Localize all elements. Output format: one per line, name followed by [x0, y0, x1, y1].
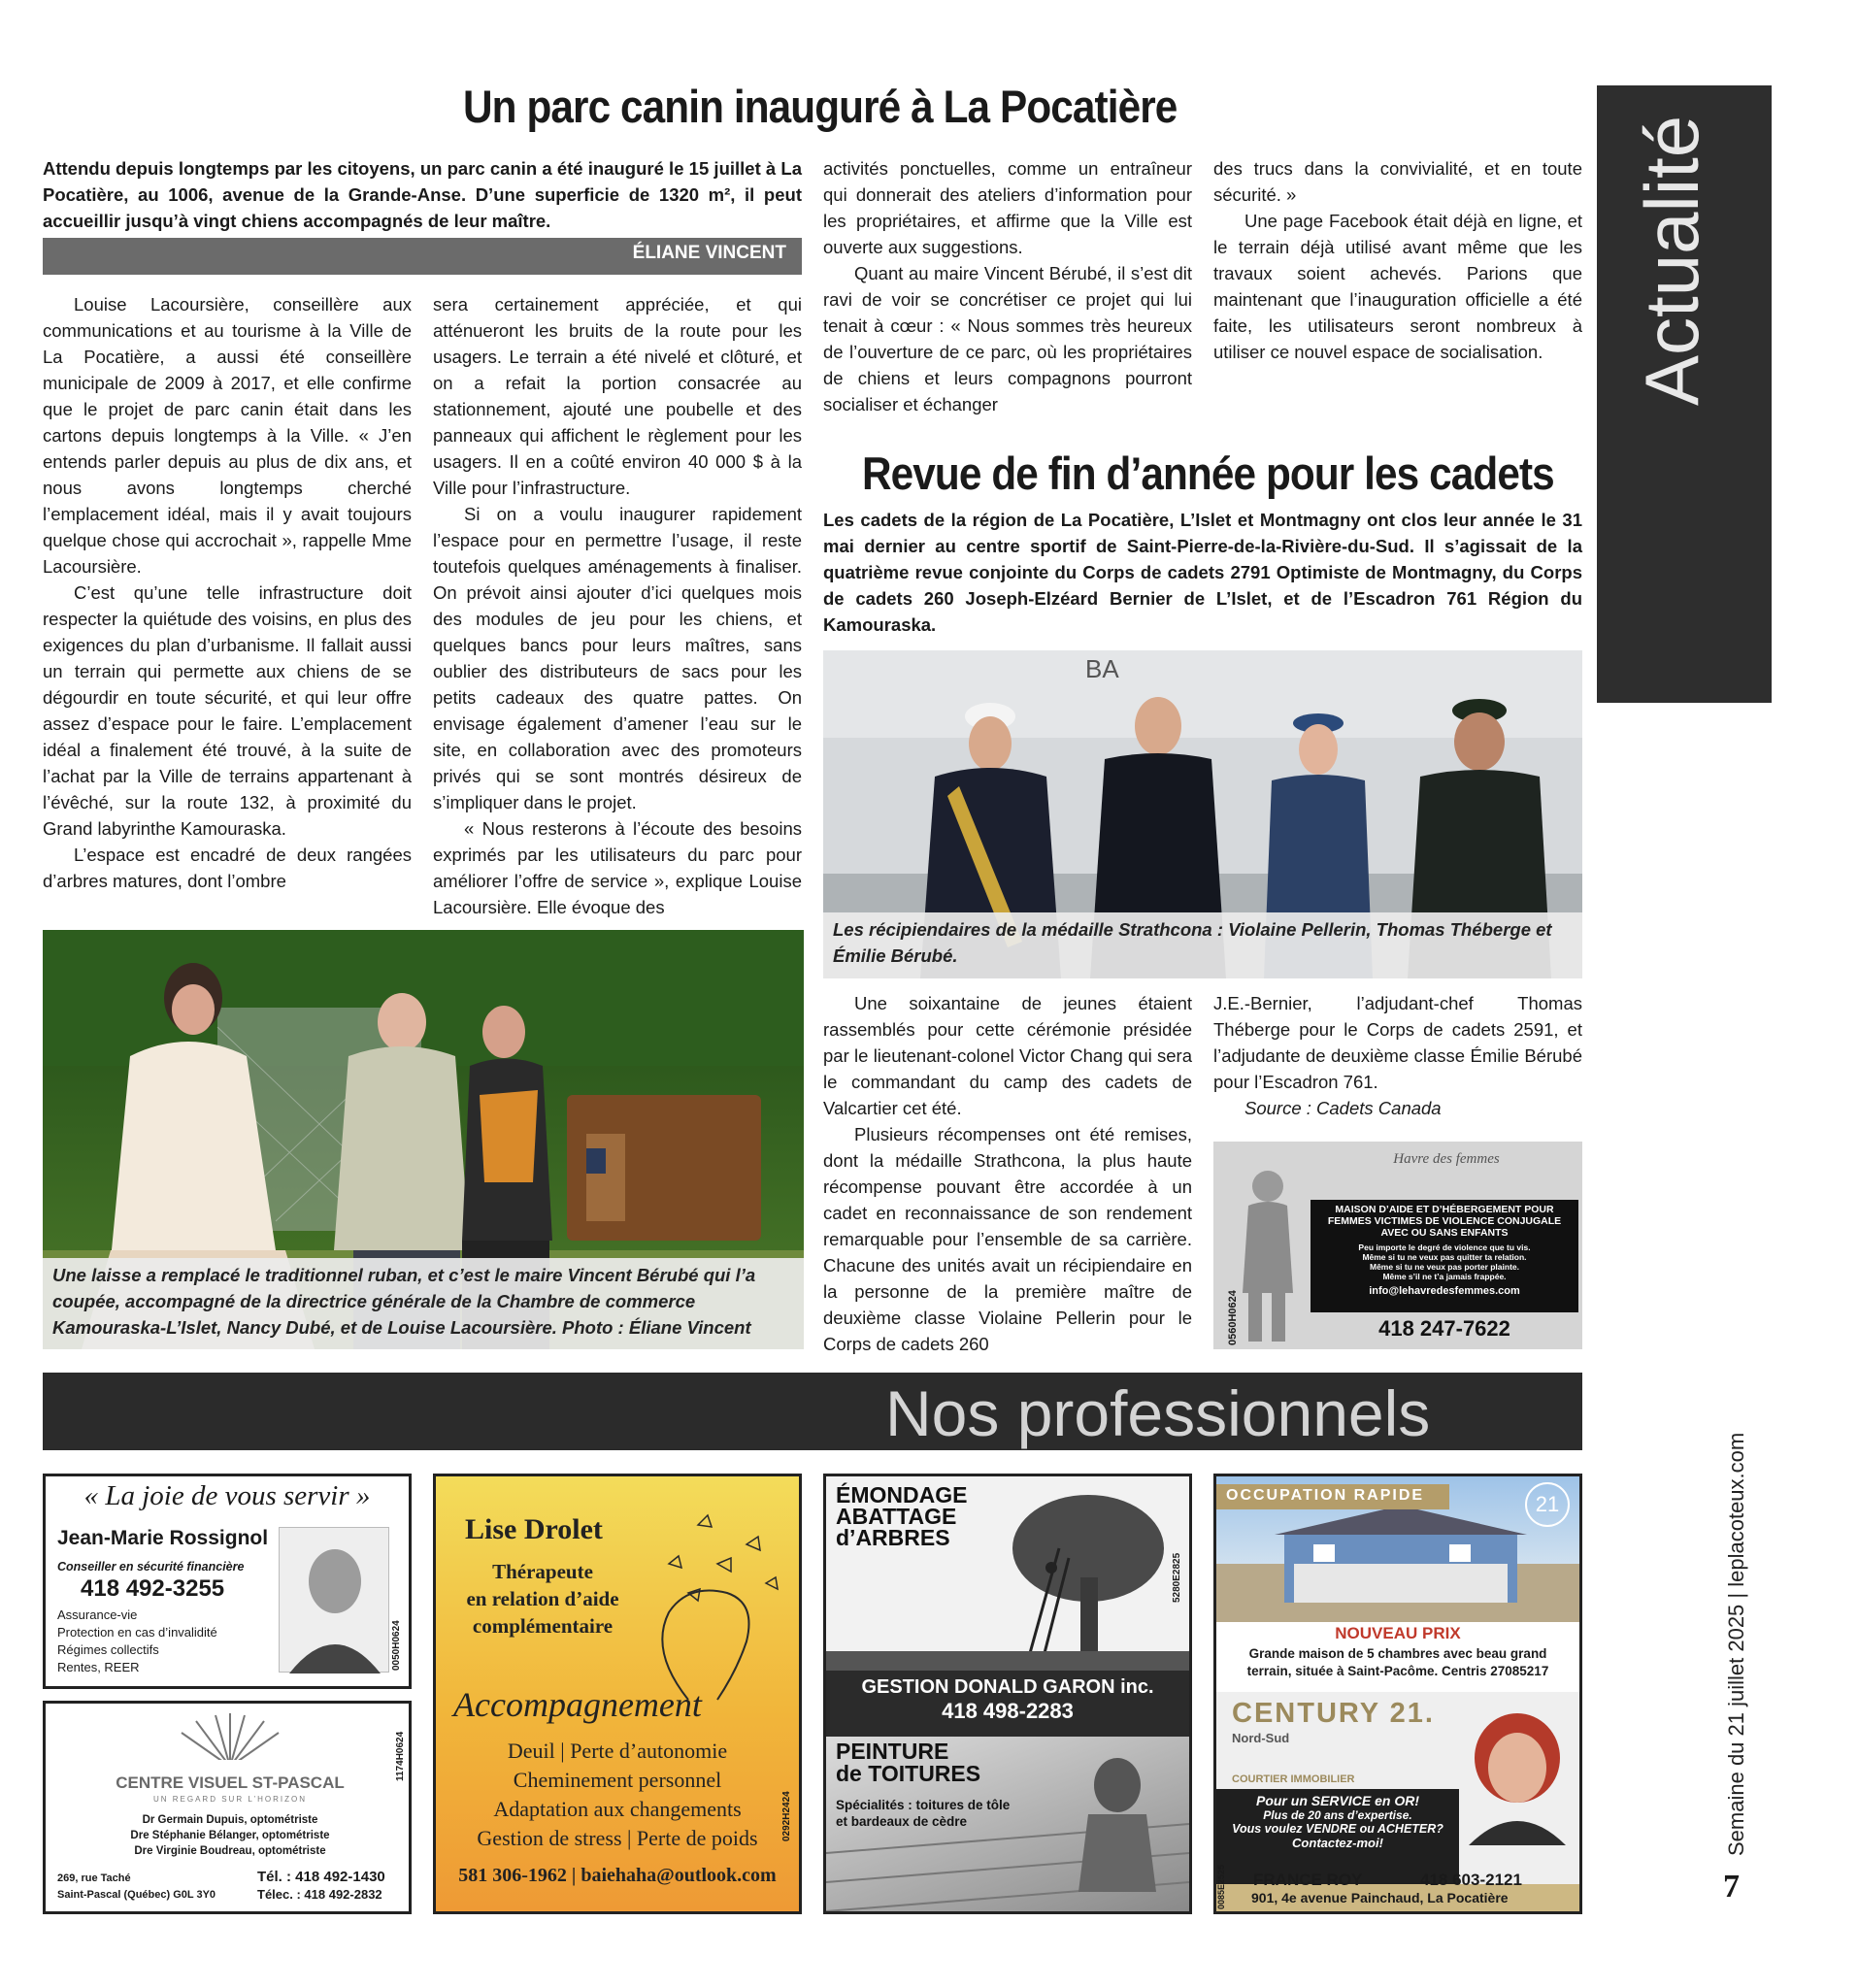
- ad-desc: Grande maison de 5 chambres avec beau grand terrain, située à Saint-Pacôme. Centris 27085217: [1246, 1646, 1549, 1678]
- ad-logo: Havre des femmes: [1393, 1151, 1500, 1167]
- service-item: Régimes collectifs: [57, 1642, 159, 1657]
- page-number: 7: [1723, 1869, 1740, 1905]
- ad-name: Jean-Marie Rossignol: [57, 1527, 269, 1549]
- article2-col2: [1213, 990, 1582, 1121]
- portrait-photo: [279, 1527, 389, 1673]
- service-item: Rentes, REER: [57, 1660, 140, 1674]
- ad-headline: MAISON D’AIDE ET D’HÉBERGEMENT POUR FEMMES VICTIMES DE VIOLENCE CONJUGALE AVEC OU SANS ENFANTS: [1327, 1204, 1562, 1239]
- silhouette-image: [1229, 1147, 1307, 1342]
- paragraph: Louise Lacoursière, conseillère aux communications et au tourisme à la Ville de La Pocatière, a aussi été conseillère municipale de 2009 à 2017, et elle confirme que le projet de parc canin était dans les cartons depuis longtemps à la Ville. « J’en entends parler depuis au plus de dix ans, et nous avons longtemps cherché l’emplacement idéal, mais il y avait toujours quelque chose qui accrochait », rappelle Mme Lacoursière.: [43, 294, 412, 577]
- title-line: d’ARBRES: [836, 1525, 950, 1550]
- ad-role: COURTIER IMMOBILIER: [1232, 1773, 1355, 1785]
- article1-lead: Attendu depuis longtemps par les citoyens, un parc canin a été inauguré le 15 juillet à La Pocatière, au 1006, avenue de la Grande-Anse. D’une superficie de 1320 m², il peut accueillir jusqu’à vingt chiens accompagnés de leur maître.: [43, 158, 802, 231]
- ad-text: Même si tu ne veux pas porter plainte.: [1370, 1262, 1519, 1272]
- ad-address: 901, 4e avenue Painchaud, La Pocatière: [1251, 1890, 1509, 1905]
- ad-centre-visuel: [43, 1701, 412, 1914]
- ad-address: [57, 1871, 216, 1904]
- paragraph: des trucs dans la convivialité, et en toute sécurité. »: [1213, 158, 1582, 205]
- ad-office: Nord-Sud: [1232, 1731, 1290, 1745]
- title-line: ÉMONDAGE: [836, 1482, 968, 1508]
- paragraph: C’est qu’une telle infrastructure doit respecter la quiétude des voisins, en plus des exigences du plan d’urbanisme. Il fallait aussi un terrain qui permette aux chiens de se dégourdir en toute sécurité, et qui leur offre assez d’espace pour le faire. L’emplacement idéal a finalement été trouvé, à la suite de l’achat par la Ville de terrains appartenant à l’évêché, sur la route 132, à proximité du Grand labyrinthe Kamouraska.: [43, 582, 412, 839]
- svg-text:BA: BA: [1085, 654, 1119, 683]
- address-line: 269, rue Taché: [57, 1872, 131, 1884]
- ground: [826, 1651, 1189, 1671]
- ad-code: 1174H0624: [395, 1731, 406, 1781]
- ad-banner: OCCUPATION RAPIDE: [1216, 1484, 1449, 1509]
- paragraph: Si on a voulu inaugurer rapidement l’espace pour en permettre l’usage, il reste toutefois quelques aménagements à finaliser. On prévoit ainsi ajouter d’ici quelques mois des modules de jeu pour les chiens, et quelques bancs pour leurs maîtres, sans oublier des distributeurs de sacs pour les petits cadeaux des quatre pattes. On envisage également d’amener l’eau sur le site, en collaboration avec des promoteurs privés qui se sont montrés désireux de s’impliquer dans le projet.: [433, 504, 802, 812]
- ad-donald-garon: [823, 1474, 1192, 1914]
- doctor-item: Dre Stéphanie Bélanger, optométriste: [130, 1830, 330, 1841]
- ad-services: [436, 1737, 799, 1853]
- ad-havre-des-femmes: [1213, 1142, 1582, 1349]
- article2-source: Source : Cadets Canada: [1244, 1098, 1442, 1118]
- ad-title: [836, 1484, 967, 1548]
- address-line: Saint-Pascal (Québec) G0L 3Y0: [57, 1889, 216, 1901]
- pitch-line: Plus de 20 ans d’expertise.: [1263, 1808, 1412, 1822]
- photo2-caption: Les récipiendaires de la médaille Strathcona : Violaine Pellerin, Thomas Théberge et Émilie Bérubé.: [823, 912, 1582, 978]
- title-line: PEINTURE: [836, 1739, 949, 1764]
- ad-rossignol: [43, 1474, 412, 1689]
- phone-line: Tél. : 418 492-1430: [257, 1869, 385, 1885]
- article1-col4: [1213, 155, 1582, 365]
- article1-col3: [823, 155, 1192, 417]
- ad-phone: 418 247-7622: [1378, 1316, 1510, 1341]
- service-item: Adaptation aux changements: [493, 1797, 742, 1821]
- paragraph: sera certainement appréciée, et qui atténueront les bruits de la route pour les usagers. Le terrain a été nivelé et clôturé, et on a refait la portion consacrée au stationnement, ajouté une poubelle et des panneaux qui affichent le règlement pour les usagers. Il en a coûté environ 40 000 $ à la Ville pour l’infrastructure.: [433, 294, 802, 498]
- ad-text: Peu importe le degré de violence que tu vis.: [1358, 1242, 1531, 1252]
- ad-text: Même si tu ne veux pas quitter ta relation.: [1362, 1252, 1527, 1262]
- paragraph: activités ponctuelles, comme un entraîneur qui donnerait des ateliers d’information pour les propriétaires, et affirme que la Ville est ouverte aux suggestions.: [823, 158, 1192, 257]
- photo1-caption: Une laisse a remplacé le traditionnel ruban, et c’est le maire Vincent Bérubé qui l’a coupée, accompagné de la directrice générale de la Chambre de commerce Kamouraska-L’Islet, Nancy Dubé, et de Louise Lacoursière. Photo : Éliane Vincent: [43, 1258, 804, 1349]
- ad-services: [57, 1607, 217, 1676]
- professionals-banner: [43, 1373, 1582, 1450]
- ad-phone: 418 603-2121: [1420, 1871, 1522, 1889]
- pitch-line: Vous voulez VENDRE ou ACHETER?: [1232, 1822, 1443, 1836]
- ad-code: 0560H0624: [1227, 1290, 1239, 1345]
- doctor-item: Dr Germain Dupuis, optométriste: [142, 1814, 318, 1826]
- ad-lise-drolet: [433, 1474, 802, 1914]
- article2-col1: [823, 990, 1192, 1357]
- service-item: Protection en cas d’invalidité: [57, 1625, 217, 1640]
- paragraph: Une page Facebook était déjà en ligne, et le terrain déjà utilisé avant même que les travaux soient achevés. Parions que maintenant que l’inauguration officielle a été faite, les utilisateurs seront nombreux à utiliser ce nouvel espace de socialisation.: [1213, 211, 1582, 362]
- ad-panel: [1311, 1200, 1578, 1312]
- article2-lead: Les cadets de la région de La Pocatière, L’Islet et Montmagny ont clos leur année le 31 mai dernier au centre sportif de Saint-Pierre-de-la-Rivière-du-Sud. Il s’agissait de la quatrième revue conjointe du Corps de cadets 2791 Optimiste de Montmagny, du Corps de cadets 260 Joseph-Elzéard Bernier de L’Islet, et de l’Escadron 761 Région du Kamouraska.: [823, 510, 1582, 635]
- paragraph: L’espace est encadré de deux rangées d’arbres matures, dont l’ombre: [43, 845, 412, 891]
- article2-title: Revue de fin d’année pour les cadets: [862, 447, 1554, 499]
- ad-title: [446, 1558, 640, 1640]
- service-item: Assurance-vie: [57, 1607, 138, 1622]
- spec-line: et bardeaux de cèdre: [836, 1814, 968, 1829]
- section-label: Actualité: [1629, 115, 1714, 406]
- ad-code: 0085E2525: [1216, 1864, 1226, 1909]
- paragraph: Une soixantaine de jeunes étaient rassemblés pour cette cérémonie présidée par le lieutenant-colonel Victor Chang qui sera le commandant du camp des cadets de Valcartier cet été.: [823, 993, 1192, 1118]
- ad-brand: CENTRE VISUEL ST-PASCAL: [116, 1773, 345, 1792]
- ad-title2: [836, 1740, 980, 1785]
- ad-code: 0292H2424: [781, 1791, 792, 1841]
- fax-line: Télec. : 418 492-2832: [257, 1887, 382, 1902]
- pitch-line: Contactez-moi!: [1292, 1836, 1383, 1850]
- paragraph: Plusieurs récompenses ont été remises, dont la médaille Strathcona, la plus haute récompense pouvant être accordée à un cadet en reconnaissance de son rendement remarquable pour l’ensemble de sa carrière. Chacune des unités avait un récipiendaire en la personne de la première maître de deuxième classe Violaine Pellerin pour le Corps de cadets 260: [823, 1124, 1192, 1354]
- ad-century21: [1213, 1474, 1582, 1914]
- section-tab: [1597, 85, 1772, 703]
- ad-contact[interactable]: 581 306-1962 | baiehaha@outlook.com: [458, 1865, 777, 1886]
- ad-phone: 418 498-2283: [942, 1699, 1074, 1723]
- service-item: Gestion de stress | Perte de poids: [477, 1826, 758, 1850]
- ad-specialties: [836, 1797, 1010, 1830]
- issue-date: Semaine du 21 juillet 2025 | leplacoteux.com: [1724, 1432, 1748, 1856]
- doctor-item: Dre Virginie Boudreau, optométriste: [134, 1845, 326, 1857]
- service-item: Cheminement personnel: [513, 1768, 722, 1792]
- paragraph: Quant au maire Vincent Bérubé, il s’est dit ravi de voir se concrétiser ce projet qui lui tenait à cœur : « Nous sommes très heureux de l’ouverture de ce parc, où les propriétaires de chiens et leurs compagnons pourront socialiser et échanger: [823, 263, 1192, 414]
- ad-phone: 418 492-3255: [81, 1575, 225, 1602]
- title-line: ABATTAGE: [836, 1504, 957, 1529]
- ad-phones: [257, 1869, 385, 1902]
- ad-text: Même s’il ne t’a jamais frappée.: [1382, 1272, 1507, 1281]
- ad-brand: CENTURY 21.: [1232, 1698, 1435, 1729]
- service-item: Deuil | Perte d’autonomie: [507, 1739, 728, 1763]
- ad-code: 5280E2825: [1172, 1552, 1182, 1603]
- ad-agent: FRANCE ROY: [1253, 1871, 1363, 1889]
- paragraph: « Nous resterons à l’écoute des besoins exprimés par les utilisateurs du parc pour améliorer l’offre de service », explique Louise Lacoursière. Elle évoque des: [433, 818, 802, 917]
- ad-doctors: [94, 1812, 366, 1859]
- sun-logo-icon: [172, 1713, 288, 1772]
- tree-icon: [972, 1490, 1166, 1655]
- ad-email[interactable]: info@lehavredesfemmes.com: [1369, 1285, 1520, 1297]
- ad-company: GESTION DONALD GARON inc.: [861, 1676, 1154, 1698]
- ad-slogan: « La joie de vous servir »: [83, 1480, 371, 1511]
- ad-tagline: UN REGARD SUR L’HORIZON: [152, 1795, 307, 1804]
- ad-code: 0050H0624: [391, 1620, 402, 1671]
- company-panel: [826, 1671, 1189, 1737]
- article1-col2: [433, 291, 802, 920]
- title-line: en relation d’aide: [466, 1587, 619, 1610]
- title-line: de TOITURES: [836, 1761, 981, 1786]
- pitch-line: Pour un SERVICE en OR!: [1255, 1793, 1419, 1808]
- paragraph: J.E.-Bernier, l’adjudant-chef Thomas Théberge pour le Corps de cadets 2591, et l’adjudante de deuxième classe Émilie Bérubé pour l’Escadron 761.: [1213, 993, 1582, 1092]
- logo-number: 21: [1535, 1492, 1560, 1516]
- title-line: Thérapeute: [492, 1560, 593, 1583]
- banner-title: Nos professionnels: [885, 1377, 1431, 1449]
- article1-col1: [43, 291, 412, 894]
- ad-role: Conseiller en sécurité financière: [57, 1560, 245, 1574]
- ad-script: Accompagnement: [453, 1685, 702, 1724]
- article1-byline: ÉLIANE VINCENT: [43, 238, 802, 275]
- ad-name: Lise Drolet: [465, 1513, 603, 1545]
- century-logo-icon: [1525, 1482, 1570, 1527]
- article1-title: Un parc canin inauguré à La Pocatière: [463, 81, 1178, 132]
- agent-photo: [1459, 1700, 1574, 1845]
- spec-line: Spécialités : toitures de tôle: [836, 1798, 1011, 1812]
- title-line: complémentaire: [472, 1614, 614, 1638]
- ad-price: NOUVEAU PRIX: [1335, 1624, 1461, 1642]
